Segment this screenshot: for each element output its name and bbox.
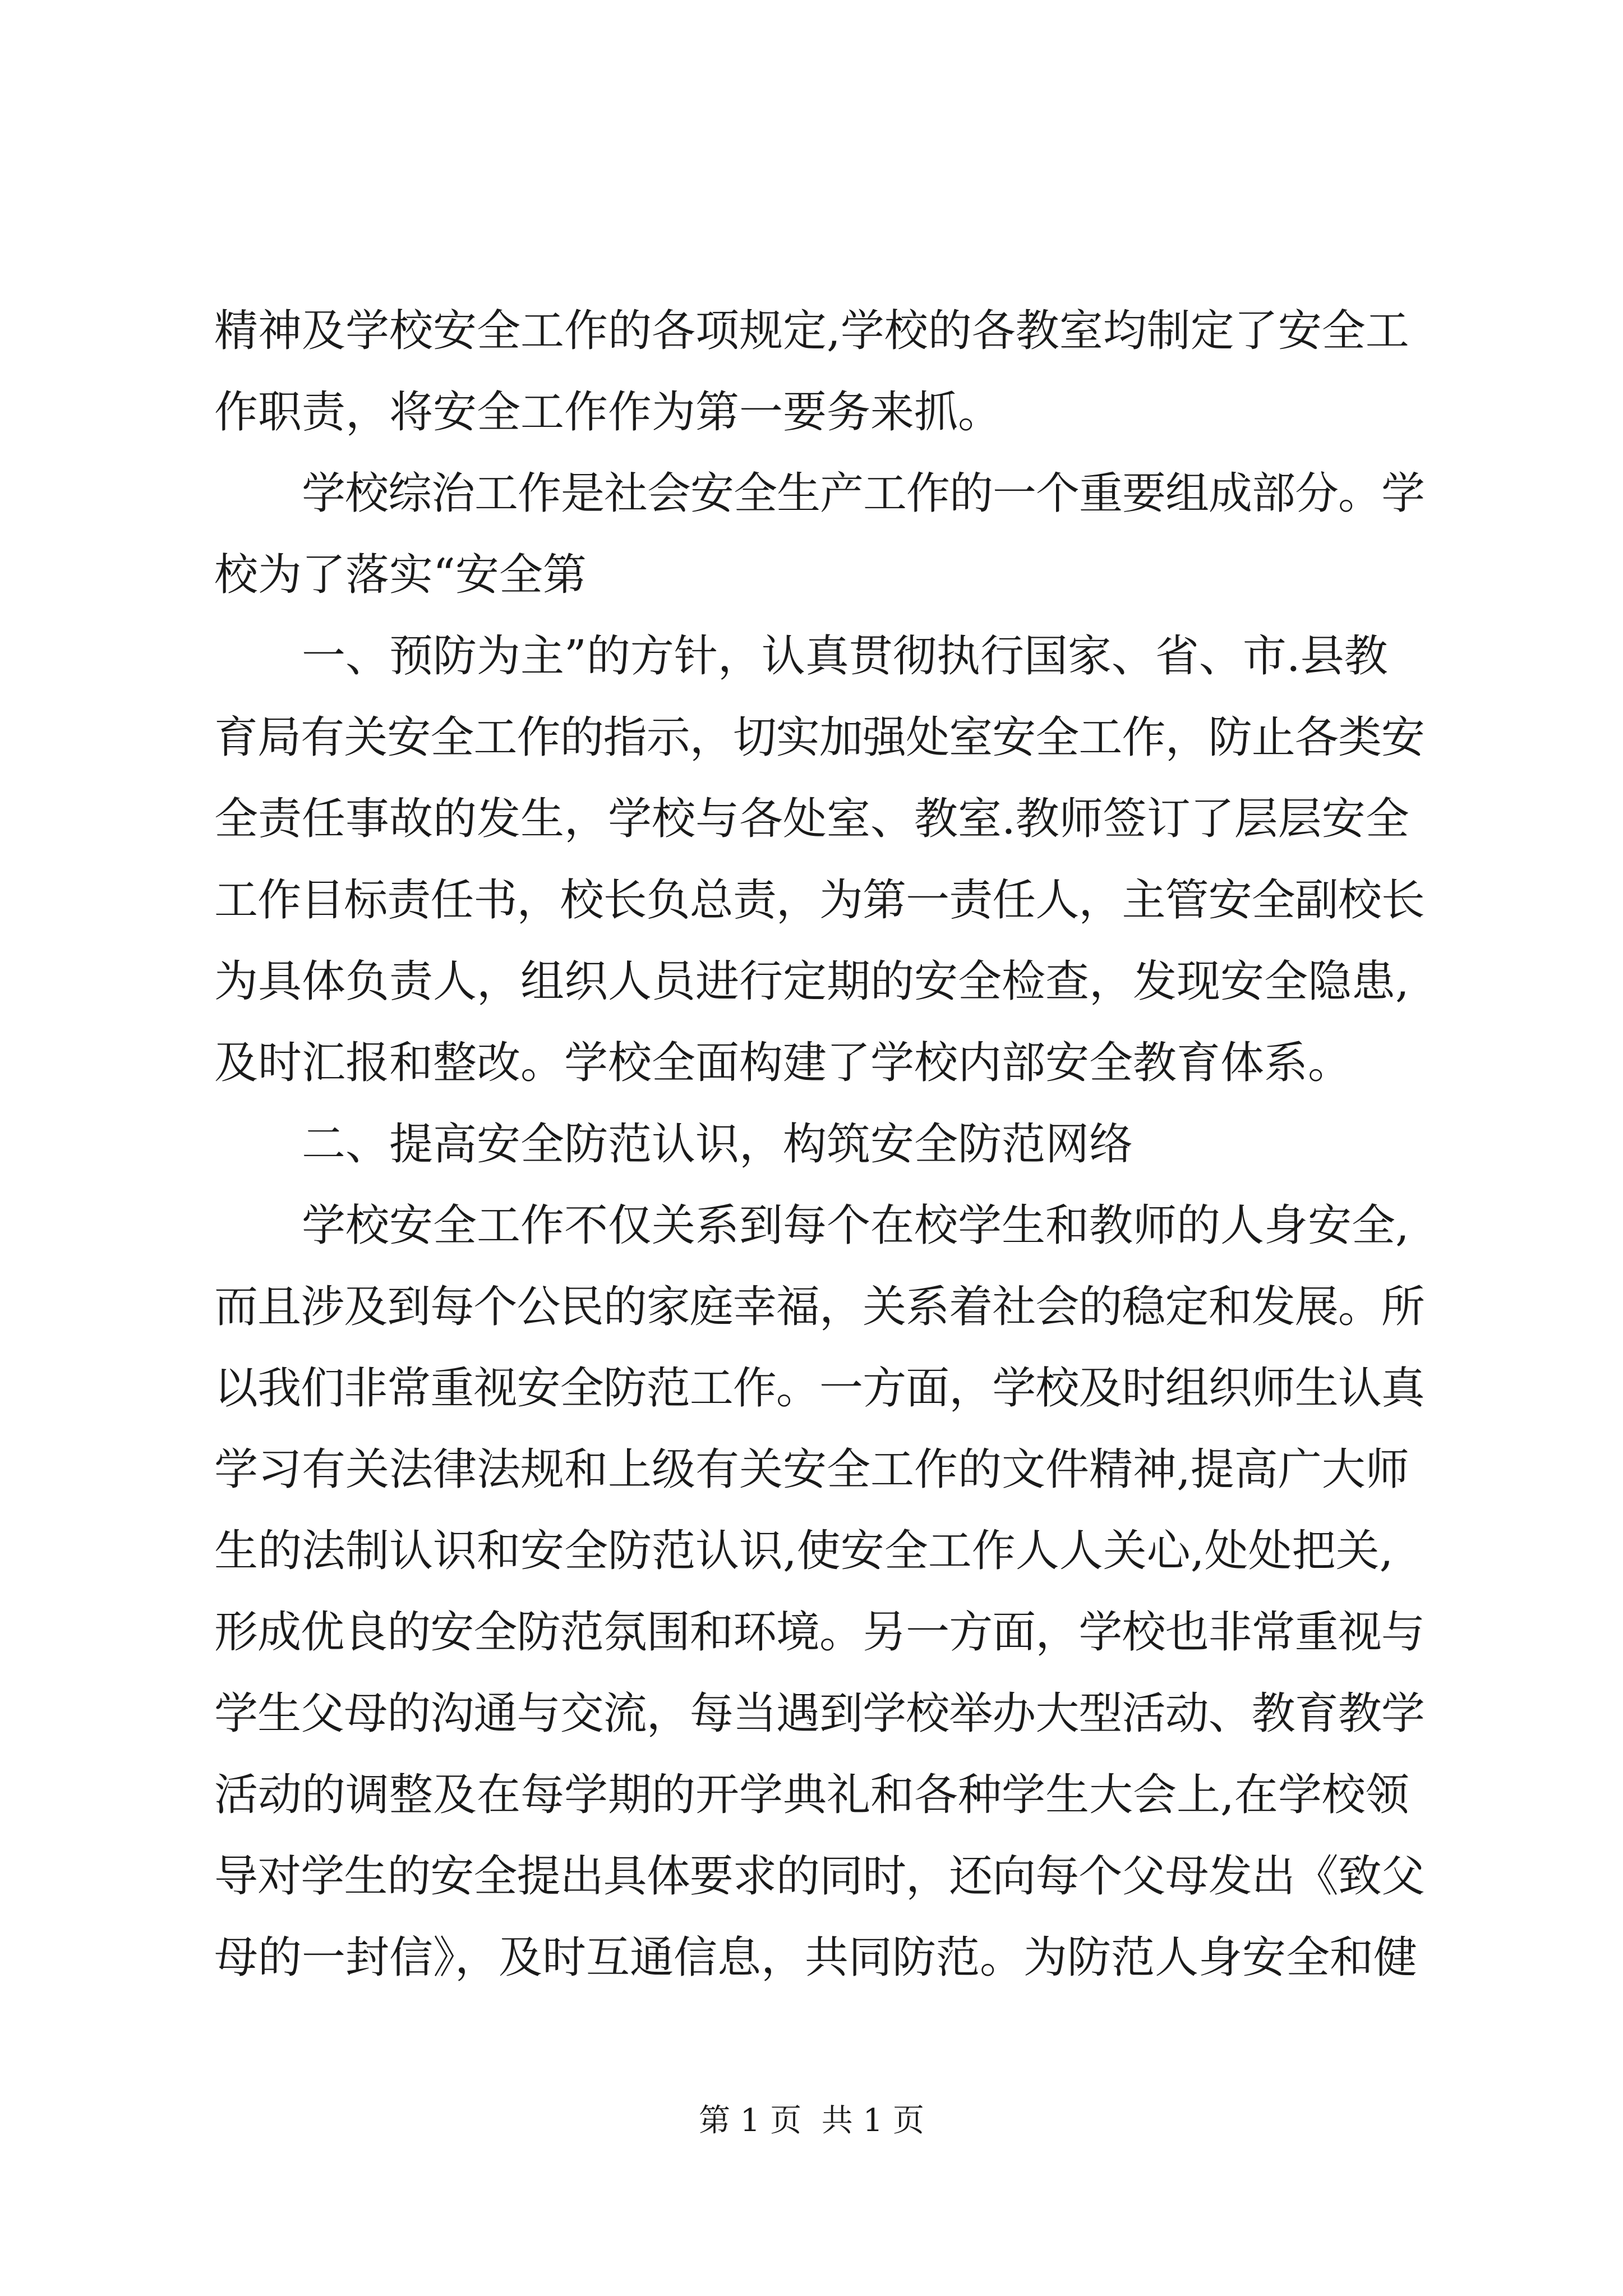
text-line-1: 精神及学校安全工作的各项规定,学校的各教室均制定了安全工 xyxy=(214,306,1409,356)
text-line-16: 生的法制认识和安全防范认识,使安全工作人人关心,处处把关, xyxy=(214,1526,1394,1576)
text-line-11: 二、提高安全防范认识，构筑安全防范网络 xyxy=(302,1119,1133,1170)
text-line-7: 全责任事故的发生，学校与各处室、教室.教师签订了层层安全 xyxy=(214,794,1409,844)
text-line-17: 形成优良的安全防范氛围和环境。另一方面，学校也非常重视与 xyxy=(214,1607,1425,1658)
text-line-19: 活动的调整及在每学期的开学典礼和各种学生大会上,在学校领 xyxy=(214,1770,1409,1820)
text-line-10: 及时汇报和整改。学校全面构建了学校内部安全教育体系。 xyxy=(214,1038,1352,1088)
text-line-8: 工作目标责任书，校长负总责，为第一责任人，主管安全副校长 xyxy=(214,875,1425,926)
text-line-5: 一、预防为主”的方针，认真贯彻执行国家、省、市.县教 xyxy=(302,631,1388,682)
text-line-3: 学校综治工作是社会安全生产工作的一个重要组成部分。学 xyxy=(302,468,1425,519)
text-line-20: 导对学生的安全提出具体要求的同时，还向每个父母发出《致父 xyxy=(214,1851,1425,1902)
text-line-21: 母的一封信》，及时互通信息，共同防范。为防范人身安全和健 xyxy=(214,1932,1418,1983)
page-footer: 第 1 页 共 1 页 xyxy=(698,2102,925,2139)
text-line-15: 学习有关法律法规和上级有关安全工作的文件精神,提高广大师 xyxy=(214,1444,1409,1495)
text-line-9: 为具体负责人，组织人员进行定期的安全检查，发现安全隐患, xyxy=(214,956,1409,1007)
text-line-6: 育局有关安全工作的指示，切实加强处室安全工作，防止各类安 xyxy=(214,712,1425,763)
text-line-12: 学校安全工作不仅关系到每个在校学生和教师的人身安全, xyxy=(302,1200,1409,1251)
text-line-13: 而且涉及到每个公民的家庭幸福，关系着社会的稳定和发展。所 xyxy=(214,1282,1425,1332)
text-line-18: 学生父母的沟通与交流，每当遇到学校举办大型活动、教育教学 xyxy=(214,1688,1425,1739)
text-line-2: 作职责，将安全工作作为第一要务来抓。 xyxy=(214,387,1002,438)
text-line-4: 校为了落实“安全第 xyxy=(214,550,587,600)
text-line-14: 以我们非常重视安全防范工作。一方面，学校及时组织师生认真 xyxy=(214,1363,1425,1414)
